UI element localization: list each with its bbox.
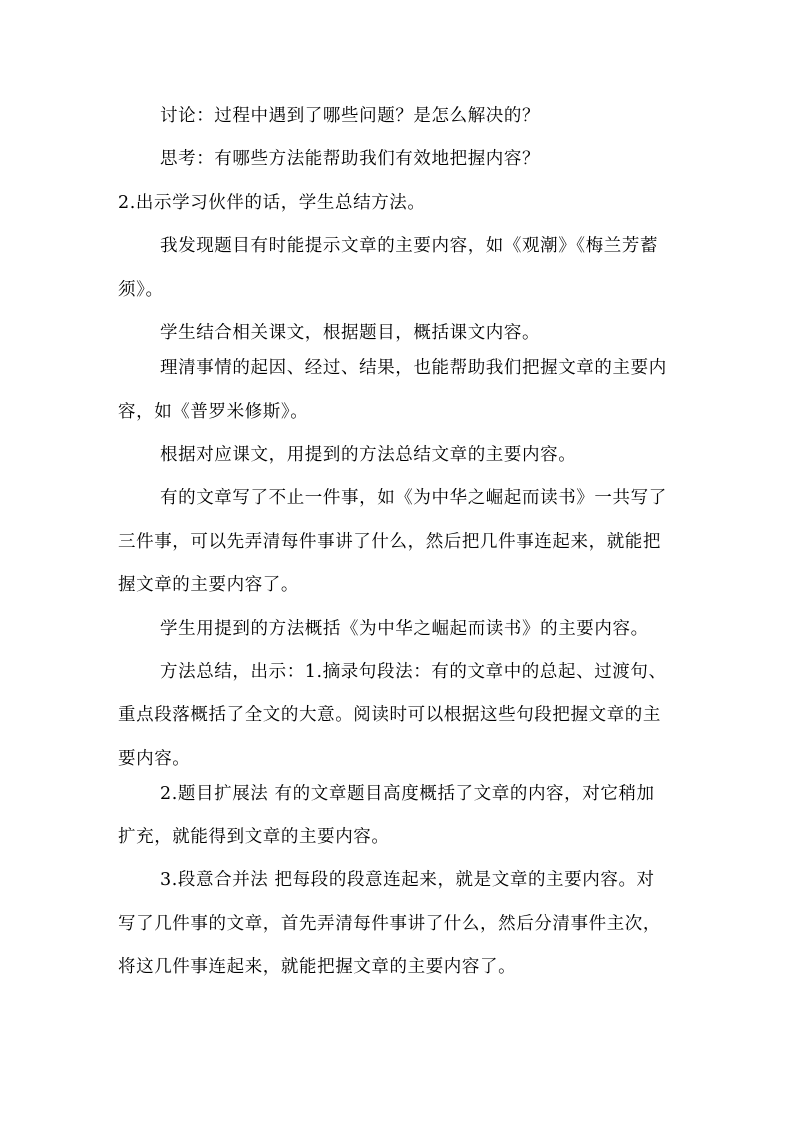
text-line: 我发现题目有时能提示文章的主要内容，如《观潮》《梅兰芳蓄 bbox=[160, 236, 659, 256]
text-line: 学生结合相关课文，根据题目，概括课文内容。 bbox=[160, 323, 541, 343]
text-line: 要内容。 bbox=[118, 749, 191, 769]
text-line: 扩充，就能得到文章的主要内容。 bbox=[118, 827, 390, 847]
text-line: 方法总结，出示：1.摘录句段法：有的文章中的总起、过渡句、 bbox=[160, 662, 667, 682]
text-line: 有的文章写了不止一件事，如《为中华之崛起而读书》一共写了 bbox=[160, 488, 667, 508]
text-line: 容，如《普罗米修斯》。 bbox=[118, 402, 309, 422]
text-line: 思考：有哪些方法能帮助我们有效地把握内容？ bbox=[160, 149, 541, 169]
text-line: 写了几件事的文章，首先弄清每件事讲了什么，然后分清事件主次， bbox=[118, 914, 661, 934]
text-line: 3.段意合并法 把每段的段意连起来，就是文章的主要内容。对 bbox=[160, 870, 655, 890]
text-line: 学生用提到的方法概括《为中华之崛起而读书》的主要内容。 bbox=[160, 619, 649, 639]
text-line: 讨论：过程中遇到了哪些问题？是怎么解决的？ bbox=[160, 106, 541, 126]
text-line: 2.出示学习伙伴的话，学生总结方法。 bbox=[118, 193, 426, 213]
text-line: 根据对应课文，用提到的方法总结文章的主要内容。 bbox=[160, 445, 577, 465]
text-line: 须》。 bbox=[118, 280, 164, 300]
text-line: 将这几件事连起来，就能把握文章的主要内容了。 bbox=[118, 957, 517, 977]
text-line: 2.题目扩展法 有的文章题目高度概括了文章的内容，对它稍加 bbox=[160, 784, 655, 804]
text-line: 理清事情的起因、经过、结果，也能帮助我们把握文章的主要内 bbox=[160, 358, 667, 378]
text-line: 三件事，可以先弄清每件事讲了什么，然后把几件事连起来，就能把 bbox=[118, 532, 661, 552]
text-line: 握文章的主要内容了。 bbox=[118, 575, 299, 595]
text-line: 重点段落概括了全文的大意。阅读时可以根据这些句段把握文章的主 bbox=[118, 705, 661, 725]
